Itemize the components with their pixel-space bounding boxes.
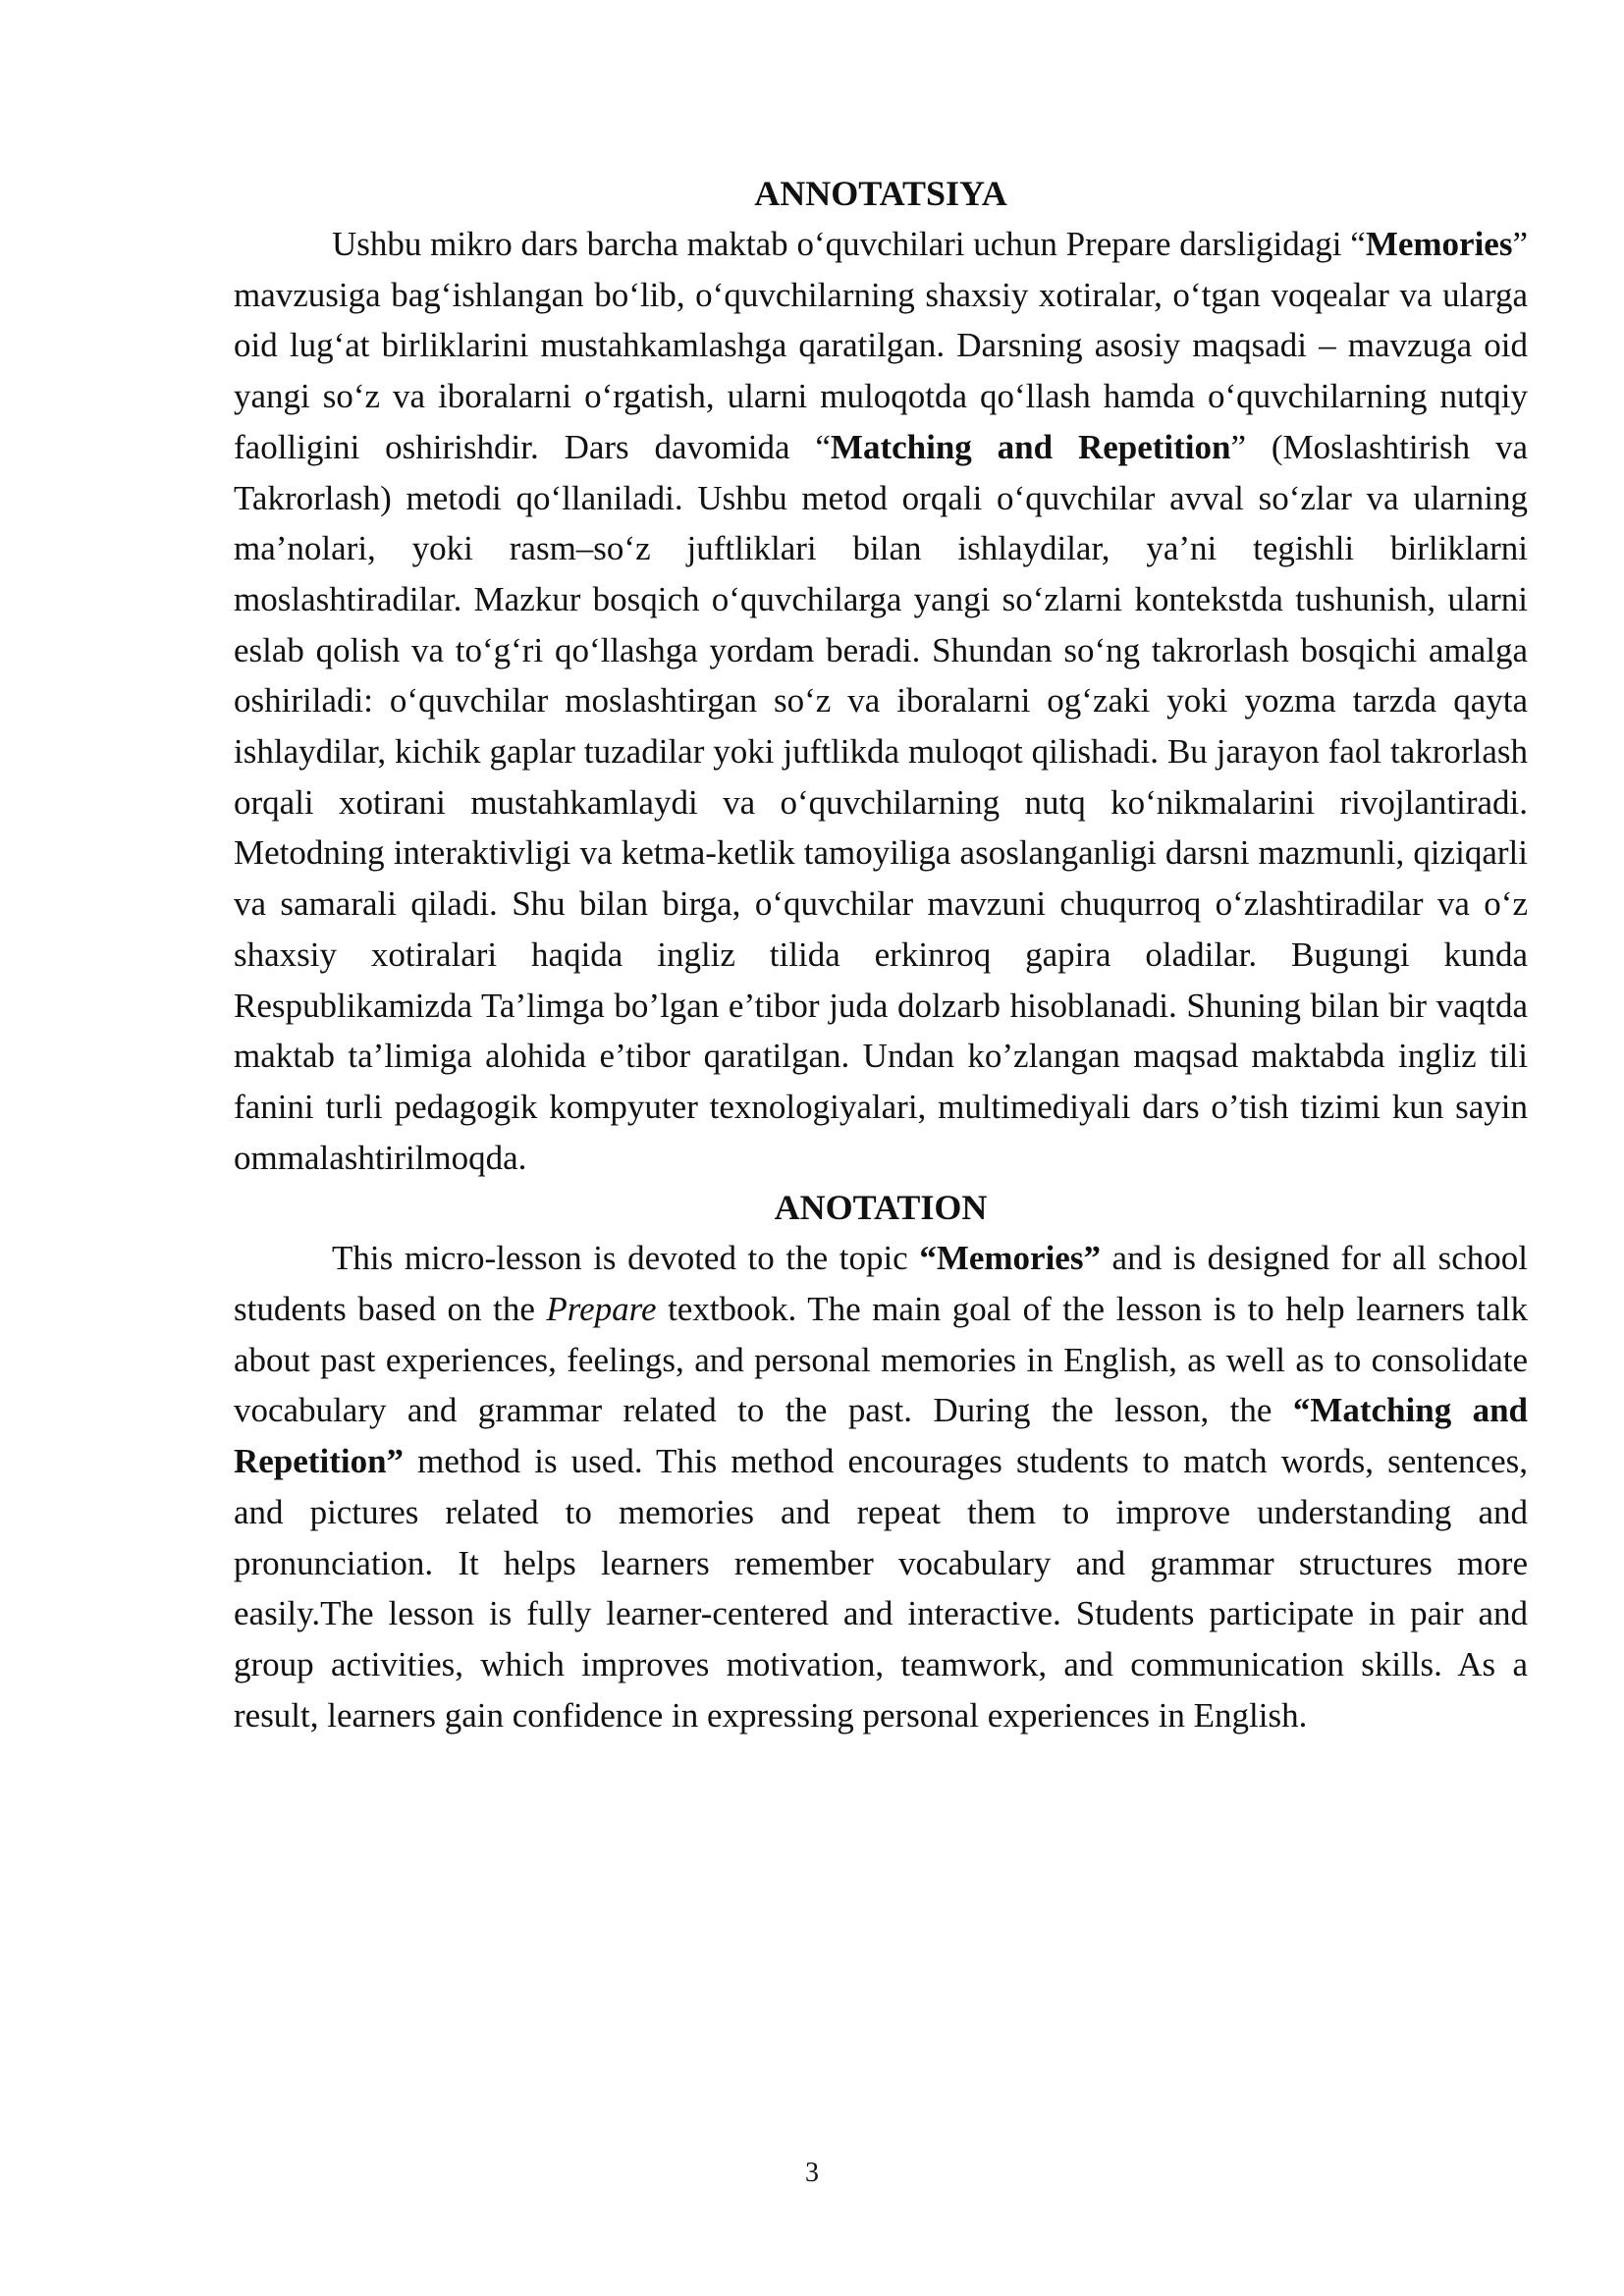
section-title-anotation: ANOTATION xyxy=(774,1188,988,1228)
anotation-italic-1: Prepare xyxy=(546,1290,657,1329)
annotatsiya-text-2: ” mavzusiga bag‘ishlangan bo‘lib, o‘quvchilarning shaxsiy xotiralar, o‘tgan voqealar va ularga oid lug‘at birliklarini mustahkamlashga qaratilgan. Darsning asosiy maqsadi – mavzuga oid yangi so‘z va iboralarni o‘rgatish, ularni muloqotda qo‘llash hamda o‘quvchilarning nutqiy faolligini oshirishdir. Dars davomida “ xyxy=(234,225,1528,466)
page-number: 3 xyxy=(805,2158,819,2188)
anotation-text-3: textbook. The main goal of the lesson is to help learners talk about past experiences, feelings, and personal memories in English, as well as to consolidate vocabulary and grammar related to the past. During the lesson, the xyxy=(234,1290,1528,1430)
anotation-bold-1: “Memories” xyxy=(919,1239,1101,1278)
anotation-text-4: method is used. This method encourages students to match words, sentences, and pictures related to memories and repeat them to improve understanding and pronunciation. It helps learners remember vocabulary and grammar structures more easily.The lesson is fully learner-centered and interactive. Students participate in pair and group activities, which improves motivation, teamwork, and communication skills. As a result, learners gain confidence in expressing personal experiences in English. xyxy=(234,1442,1528,1735)
annotatsiya-bold-1: Memories xyxy=(1365,225,1513,263)
anotation-text-1: This micro-lesson is devoted to the topic xyxy=(332,1239,920,1278)
annotatsiya-text-1: Ushbu mikro dars barcha maktab o‘quvchilari uchun Prepare darsligidagi “ xyxy=(332,225,1366,263)
anotation-text-2: and is designed for all school students based on the xyxy=(234,1239,1529,1329)
annotatsiya-bold-2: Matching and Repetition xyxy=(830,427,1231,466)
anotation-bold-2: “Matching and Repetition” xyxy=(234,1391,1529,1481)
anotation-paragraph xyxy=(234,1233,1528,1740)
annotatsiya-paragraph xyxy=(234,219,1528,1183)
section-title-annotatsiya: ANNOTATSIYA xyxy=(754,174,1007,213)
page-content xyxy=(234,169,1528,1740)
annotatsiya-text-3: ” (Moslashtirish va Takrorlash) metodi qo‘llaniladi. Ushbu metod orqali o‘quvchilar avval so‘zlar va ularning ma’nolari, yoki rasm–so‘z juftliklari bilan ishlaydilar, ya’ni tegishli birliklarni moslashtiradilar. Mazkur bosqich o‘quvchilarga yangi so‘zlarni kontekstda tushunish, ularni eslab qolish va to‘g‘ri qo‘llashga yordam beradi. Shundan so‘ng takrorlash bosqichi amalga oshiriladi: o‘quvchilar moslashtirgan so‘z va iboralarni og‘zaki yoki yozma tarzda qayta ishlaydilar, kichik gaplar tuzadilar yoki juftlikda muloqot qilishadi. Bu jarayon faol takrorlash orqali xotirani mustahkamlaydi va o‘quvchilarning nutq ko‘nikmalarini rivojlantiradi. Metodning interaktivligi va ketma-ketlik tamoyiliga asoslanganligi darsni mazmunli, qiziqarli va samarali qiladi. Shu bilan birga, o‘quvchilar mavzuni chuqurroq o‘zlashtiradilar va o‘z shaxsiy xotiralari haqida ingliz tilida erkinroq gapira oladilar. Bugungi kunda Respublikamizda Ta’limga bo’lgan e’tibor juda dolzarb hisoblanadi. Shuning bilan bir vaqtda maktab ta’limiga alohida e’tibor qaratilgan. Undan ko’zlangan maqsad maktabda ingliz tili fanini turli pedagogik kompyuter texnologiyalari, multimediyali dars o’tish tizimi kun sayin ommalashtirilmoqda. xyxy=(234,427,1528,1177)
